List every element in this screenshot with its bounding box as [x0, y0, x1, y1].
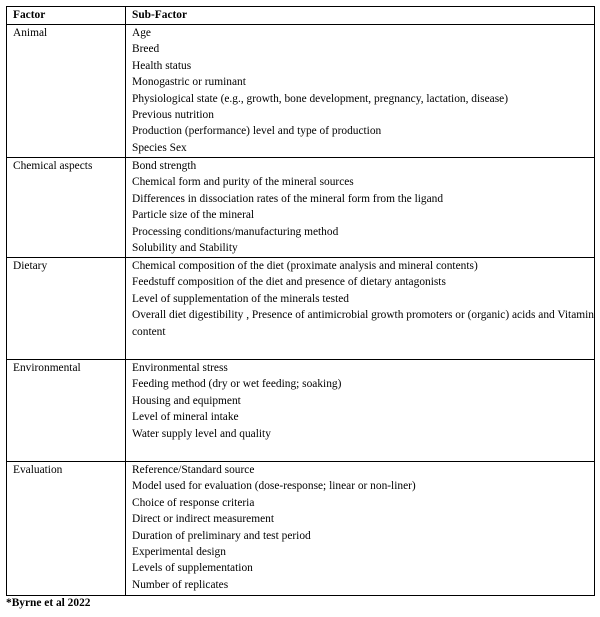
table-row	[7, 158, 595, 258]
factors-table	[6, 6, 595, 596]
sub-factor-item: Reference/Standard source	[132, 464, 255, 476]
sub-factor-item: Health status	[132, 59, 192, 72]
factor-cell: Chemical aspects	[7, 158, 126, 258]
sub-factor-item: Solubility and Stability	[132, 242, 238, 255]
sub-factor-cell	[126, 258, 595, 360]
sub-factor-item: Feedstuff composition of the diet and presence of dietary antagonists	[132, 276, 446, 289]
sub-factor-item: Species Sex	[132, 141, 187, 154]
table-row	[7, 25, 595, 158]
factor-cell: Evaluation	[7, 462, 126, 596]
sub-factor-item: Age	[132, 27, 151, 39]
sub-factor-item: Chemical form and purity of the mineral sources	[132, 176, 354, 189]
sub-factor-item: Monogastric or ruminant	[132, 76, 246, 89]
table-row	[7, 462, 595, 596]
sub-factor-cell	[126, 25, 595, 158]
sub-factor-item: Overall diet digestibility , Presence of antimicrobial growth promoters or (organic) acids and Vitamin content	[132, 309, 594, 338]
sub-factor-item: Choice of response criteria	[132, 496, 255, 509]
sub-factor-cell	[126, 360, 595, 462]
sub-factor-item: Direct or indirect measurement	[132, 513, 275, 526]
footnote: *Byrne et al 2022	[6, 597, 91, 609]
header-row	[7, 7, 595, 25]
sub-factor-item: Previous nutrition	[132, 109, 214, 122]
sub-factor-item: Bond strength	[132, 160, 197, 172]
sub-factor-item: Model used for evaluation (dose-response; linear or non-liner)	[132, 480, 416, 493]
sub-factor-item: Production (performance) level and type of production	[132, 125, 382, 138]
sub-factor-item: Physiological state (e.g., growth, bone development, pregnancy, lactation, disease)	[132, 92, 508, 105]
sub-factor-header: Sub-Factor	[126, 7, 595, 25]
sub-factor-cell	[126, 158, 595, 258]
sub-factor-item: Housing and equipment	[132, 394, 241, 407]
sub-factor-item: Experimental design	[132, 546, 226, 559]
sub-factor-item: Water supply level and quality	[132, 427, 271, 440]
sub-factor-item: Breed	[132, 43, 160, 56]
sub-factor-item: Number of replicates	[132, 578, 229, 591]
sub-factor-item: Chemical composition of the diet (proximate analysis and mineral contents)	[132, 260, 478, 272]
sub-factor-item: Differences in dissociation rates of the mineral form from the ligand	[132, 192, 444, 205]
factor-cell: Dietary	[7, 258, 126, 360]
sub-factor-item: Environmental stress	[132, 362, 228, 374]
sub-factor-item: Duration of preliminary and test period	[132, 529, 311, 542]
sub-factor-item: Levels of supplementation	[132, 562, 253, 575]
sub-factor-item: Feeding method (dry or wet feeding; soaking)	[132, 378, 342, 391]
sub-factor-item: Level of supplementation of the minerals tested	[132, 292, 349, 305]
factor-cell: Environmental	[7, 360, 126, 462]
factor-header: Factor	[7, 7, 126, 25]
table-row	[7, 258, 595, 360]
sub-factor-item: Level of mineral intake	[132, 411, 239, 424]
sub-factor-item: Processing conditions/manufacturing method	[132, 225, 339, 238]
sub-factor-item: Particle size of the mineral	[132, 209, 255, 222]
sub-factor-cell	[126, 462, 595, 596]
table-row	[7, 360, 595, 462]
factor-cell: Animal	[7, 25, 126, 158]
